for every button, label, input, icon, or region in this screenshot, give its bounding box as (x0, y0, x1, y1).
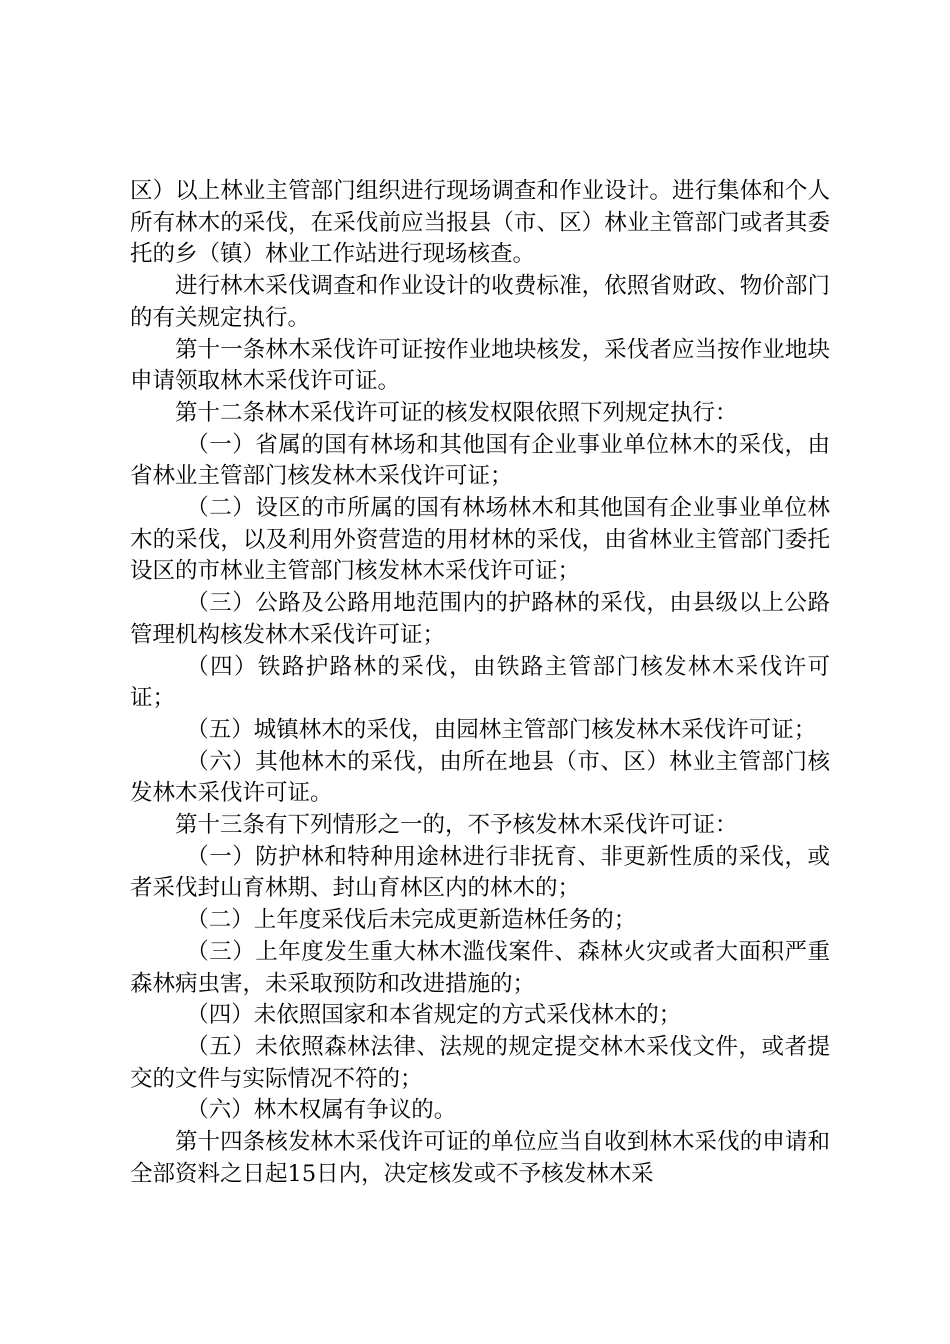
paragraph-18: 第十四条核发林木采伐许可证的单位应当自收到林木采伐的申请和全部资料之日起15日内，决定核发或不予核发林木采 (130, 1129, 830, 1187)
paragraph-11: 第十三条有下列情形之一的，不予核发林木采伐许可证： (175, 812, 738, 839)
paragraph-8: （四）铁路护路林的采伐，由铁路主管部门核发林木采伐许可证； (130, 653, 830, 712)
paragraph-7: （三）公路及公路用地范围内的护路林的采伐，由县级以上公路管理机构核发林木采伐许可证； (130, 590, 830, 648)
paragraph-2: 进行林木采伐调查和作业设计的收费标准，依照省财政、物价部门的有关规定执行。 (130, 273, 830, 331)
paragraph-17: （六）林木权属有争议的。 (186, 1097, 457, 1124)
paragraph-4: 第十二条林木采伐许可证的核发权限依照下列规定执行： (175, 399, 738, 426)
paragraph-5: （一）省属的国有林场和其他国有企业事业单位林木的采伐，由省林业主管部门核发林木采伐许可证； (130, 431, 830, 490)
paragraph-10: （六）其他林木的采伐，由所在地县（市、区）林业主管部门核发林木采伐许可证。 (130, 748, 830, 807)
paragraph-9: （五）城镇林木的采伐，由园林主管部门核发林木采伐许可证； (186, 716, 817, 743)
paragraph-6: （二）设区的市所属的国有林场林木和其他国有企业事业单位林木的采伐，以及利用外资营造的用材林的采伐，由省林业主管部门委托设区的市林业主管部门核发林木采伐许可证； (130, 495, 830, 585)
paragraph-15: （四）未依照国家和本省规定的方式采伐林木的； (186, 1002, 682, 1029)
paragraph-1: 区）以上林业主管部门组织进行现场调查和作业设计。进行集体和个人所有林木的采伐，在采伐前应当报县（市、区）林业主管部门或者其委托的乡（镇）林业工作站进行现场核查。 (130, 178, 830, 268)
paragraph-3: 第十一条林木采伐许可证按作业地块核发，采伐者应当按作业地块申请领取林木采伐许可证。 (130, 336, 830, 395)
paragraph-16: （五）未依照森林法律、法规的规定提交林木采伐文件，或者提交的文件与实际情况不符的； (130, 1033, 830, 1092)
document-page (130, 176, 830, 1191)
paragraph-12: （一）防护林和特种用途林进行非抚育、非更新性质的采伐，或者采伐封山育林期、封山育林区内的林木的； (130, 843, 830, 902)
paragraph-13: （二）上年度采伐后未完成更新造林任务的； (186, 907, 637, 934)
paragraph-14: （三）上年度发生重大林木滥伐案件、森林火灾或者大面积严重森林病虫害，未采取预防和改进措施的； (130, 938, 830, 997)
